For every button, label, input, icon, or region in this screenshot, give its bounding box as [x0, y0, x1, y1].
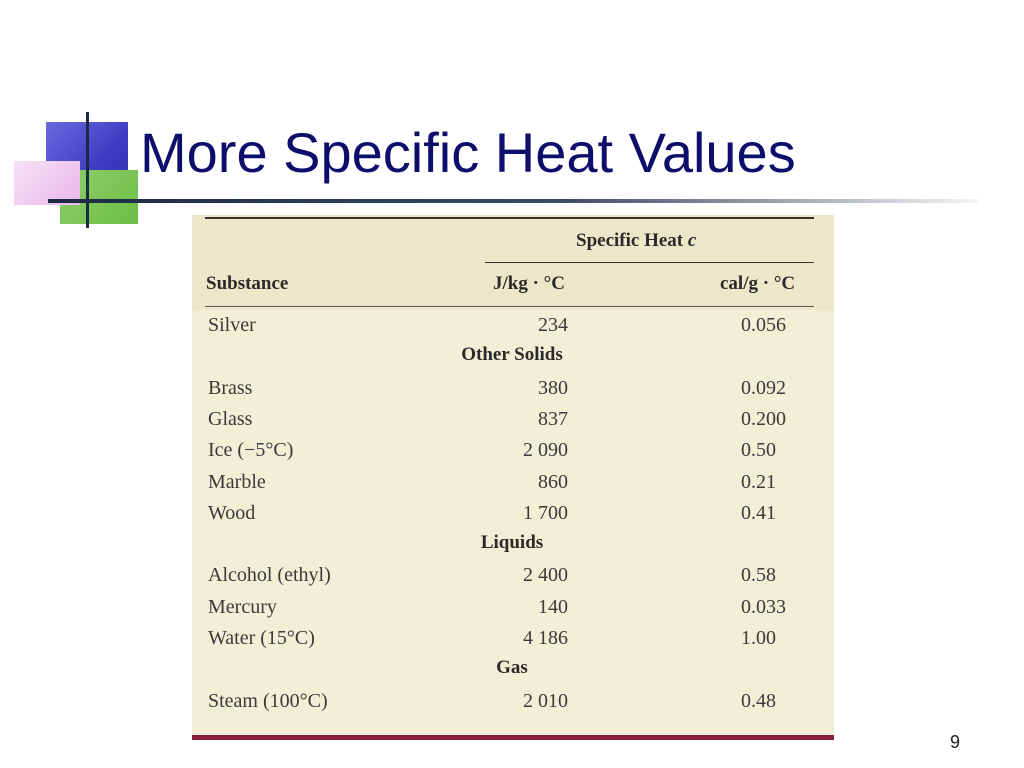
table-group-rule — [485, 262, 814, 263]
page-number: 9 — [950, 732, 961, 752]
specific-heat-cal: 0.58 — [741, 564, 776, 587]
table-row — [208, 377, 808, 408]
specific-heat-cal: 1.00 — [741, 627, 776, 649]
title-underline — [48, 199, 978, 203]
table-row — [208, 471, 808, 502]
substance-name: Wood — [208, 501, 256, 524]
header-substance: Substance — [206, 273, 289, 294]
specific-heat-cal: 0.200 — [741, 407, 786, 430]
header-si-unit: J/kg · °C — [493, 273, 566, 294]
specific-heat-si: 234 — [538, 314, 568, 336]
substance-name: Alcohol (ethyl) — [208, 564, 331, 587]
substance-name: Steam (100°C) — [208, 689, 328, 712]
header-specific-heat — [576, 230, 696, 252]
header-cal-unit: cal/g · °C — [720, 273, 796, 294]
table-top-rule — [205, 217, 814, 219]
header-group-label: Specific Heat — [576, 230, 688, 251]
specific-heat-cal: 0.21 — [741, 470, 776, 493]
table-bottom-bar — [192, 735, 834, 740]
table-row — [208, 596, 808, 627]
table-row — [208, 502, 808, 533]
specific-heat-cal: 0.033 — [741, 595, 786, 618]
table-row — [208, 439, 808, 470]
specific-heat-si: 4 186 — [523, 627, 568, 649]
specific-heat-cal: 0.092 — [741, 376, 786, 399]
specific-heat-si: 140 — [538, 595, 568, 618]
specific-heat-si: 860 — [538, 470, 568, 493]
substance-name: Silver — [208, 314, 256, 336]
table-row — [208, 564, 808, 595]
specific-heat-cal: 0.50 — [741, 439, 776, 462]
substance-name: Mercury — [208, 595, 277, 618]
decor-vertical-line — [86, 112, 89, 228]
specific-heat-cal: 0.056 — [741, 314, 786, 336]
table-row — [208, 627, 808, 658]
table-header-rule — [205, 306, 814, 307]
specific-heat-si: 837 — [538, 407, 568, 430]
substance-name: Marble — [208, 470, 266, 493]
substance-name: Water (15°C) — [208, 627, 315, 649]
slide-title: More Specific Heat Values — [140, 121, 796, 184]
specific-heat-si: 1 700 — [523, 501, 568, 524]
section-heading: Other Solids — [461, 344, 563, 366]
specific-heat-si: 2 090 — [523, 439, 568, 462]
table-row — [208, 690, 808, 721]
specific-heat-cal: 0.41 — [741, 501, 776, 524]
header-group-symbol: c — [687, 230, 697, 251]
specific-heat-si: 2 400 — [523, 564, 568, 587]
specific-heat-si: 380 — [538, 376, 568, 399]
section-heading: Gas — [496, 657, 528, 679]
specific-heat-si: 2 010 — [523, 689, 568, 712]
specific-heat-cal: 0.48 — [741, 689, 776, 712]
substance-name: Ice (−5°C) — [208, 439, 294, 462]
table-row — [208, 408, 808, 439]
substance-name: Brass — [208, 376, 253, 399]
table-row — [208, 314, 808, 345]
substance-name: Glass — [208, 407, 253, 430]
section-heading: Liquids — [480, 532, 544, 554]
